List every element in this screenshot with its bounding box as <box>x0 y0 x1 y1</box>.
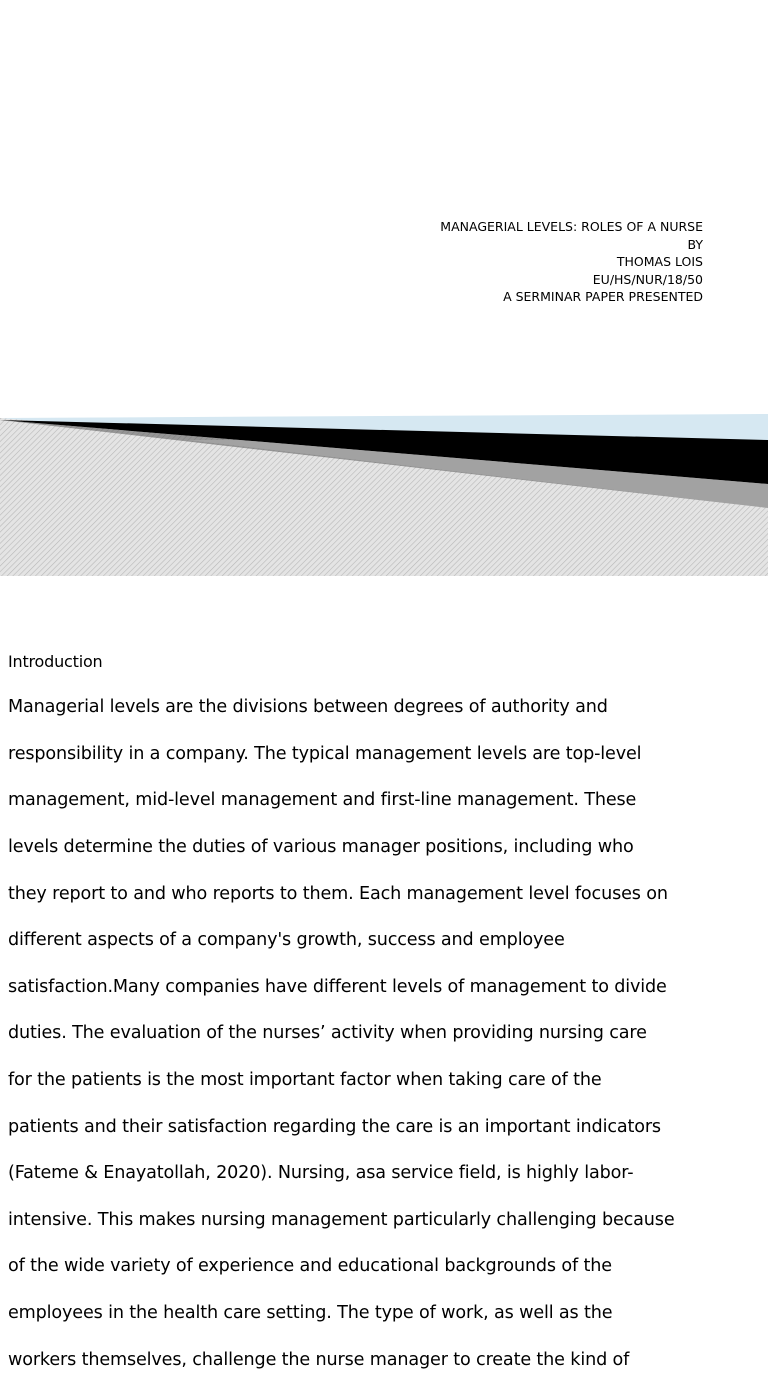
body-line: satisfaction.Many companies have different levels of management to divide <box>8 976 667 997</box>
body-line: different aspects of a company's growth, success and employee <box>8 930 565 951</box>
body-line: Managerial levels are the divisions between degrees of authority and <box>8 697 608 718</box>
body-line: they report to and who reports to them. Each management level focuses on <box>8 883 668 904</box>
body-paragraph <box>8 673 760 1395</box>
body-line: (Fateme & Enayatollah, 2020). Nursing, asa service field, is highly labor- <box>8 1163 634 1184</box>
body-line: levels determine the duties of various manager positions, including who <box>8 837 634 858</box>
title-line: EU/HS/NUR/18/50 <box>592 271 703 287</box>
title-line: MANAGERIAL LEVELS: ROLES OF A NURSE <box>440 219 703 234</box>
title-line: A SERMINAR PAPER PRESENTED <box>503 289 703 304</box>
body-line: intensive. This makes nursing management particularly challenging because <box>8 1209 675 1230</box>
body-line: duties. The evaluation of the nurses’ activity when providing nursing care <box>8 1023 647 1044</box>
body-line: employees in the health care setting. The type of work, as well as the <box>8 1303 613 1324</box>
body-line: for the patients is the most important factor when taking care of the <box>8 1070 602 1091</box>
title-line: THOMAS LOIS <box>616 254 703 269</box>
introduction-section <box>8 651 760 1395</box>
body-line: of the wide variety of experience and educational backgrounds of the <box>8 1256 612 1277</box>
section-heading: Introduction <box>8 652 103 671</box>
body-line: patients and their satisfaction regarding the care is an important indicators <box>8 1116 661 1137</box>
body-line: workers themselves, challenge the nurse manager to create the kind of <box>8 1349 630 1370</box>
title-slide <box>0 0 768 576</box>
body-line: responsibility in a company. The typical management levels are top-level <box>8 743 642 764</box>
title-line: BY <box>687 236 703 252</box>
body-line: management, mid-level management and first-line management. These <box>8 790 637 811</box>
title-block <box>440 218 703 306</box>
